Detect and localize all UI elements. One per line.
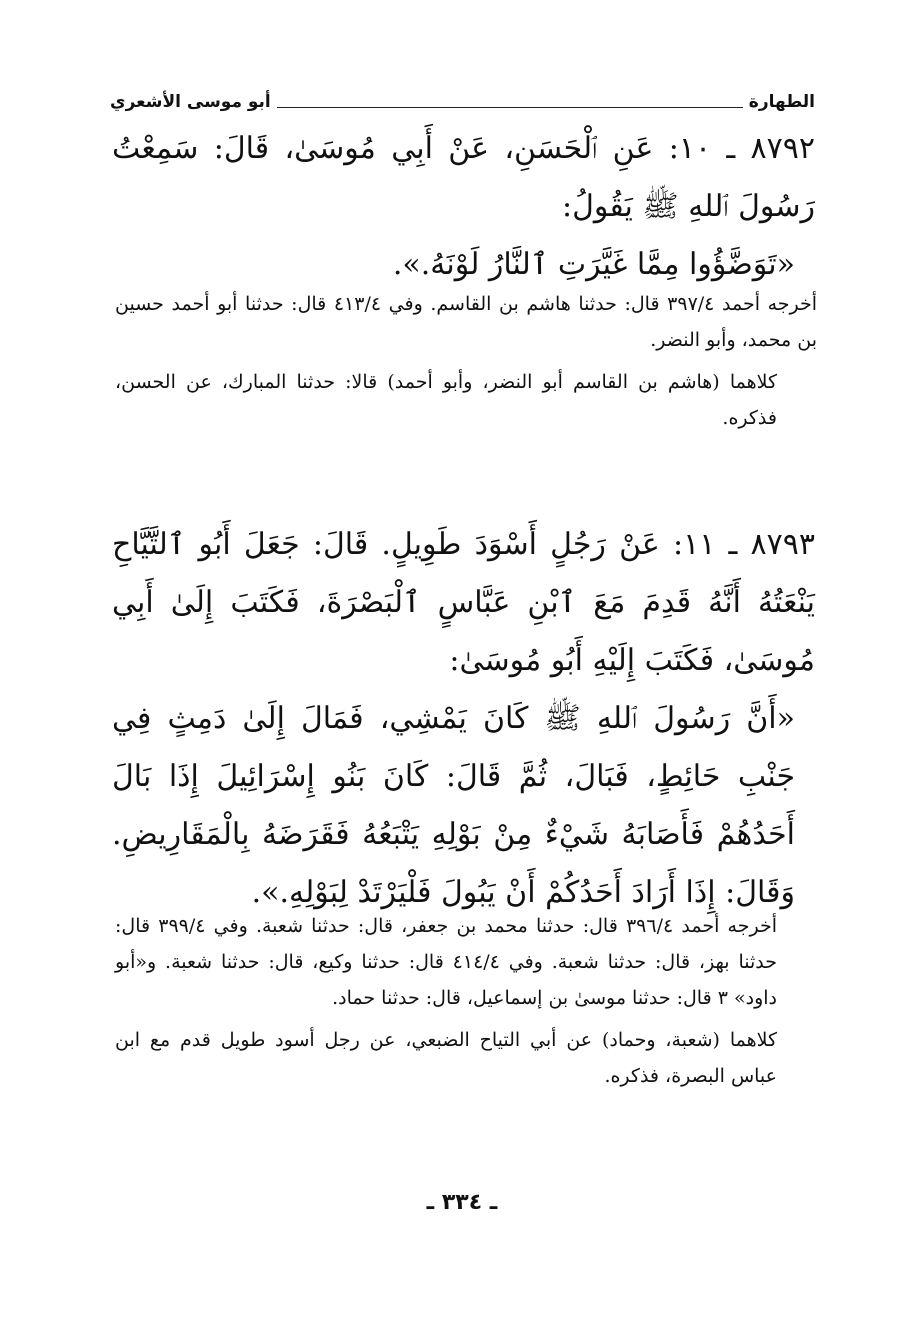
takhrij-8792 bbox=[115, 286, 817, 442]
hadith-intro: ٨٧٩٣ ـ ١١: عَنْ رَجُلٍ أَسْوَدَ طَوِيلٍ. قَالَ: جَعَلَ أَبُو ٱلتَّيَّاحِ يَنْعَتُهُ أَنَّهُ قَدِمَ مَعَ ٱبْنِ عَبَّاسٍ ٱلْبَصْرَةَ، فَكَتَبَ إِلَىٰ أَبِي مُوسَىٰ، فَكَتَبَ إِلَيْهِ أَبُو مُوسَىٰ: bbox=[112, 527, 815, 678]
hadith-intro: ٨٧٩٢ ـ ١٠: عَنِ ٱلْحَسَنِ، عَنْ أَبِي مُوسَىٰ، قَالَ: سَمِعْتُ رَسُولَ ٱللهِ ﷺ يَقُولُ: bbox=[112, 131, 815, 224]
running-header bbox=[110, 86, 815, 112]
takhrij-8793 bbox=[115, 908, 817, 1100]
chapter-title: الطهارة bbox=[748, 92, 815, 112]
hadith-8792 bbox=[112, 120, 815, 294]
hadith-matn: «أَنَّ رَسُولَ ٱللهِ ﷺ كَانَ يَمْشِي، فَمَالَ إِلَىٰ دَمِثٍ فِي جَنْبِ حَائِطٍ، فَبَالَ، ثُمَّ قَالَ: كَانَ بَنُو إِسْرَائِيلَ إِذَا بَالَ أَحَدُهُمْ فَأَصَابَهُ شَيْءٌ مِنْ بَوْلِهِ يَتْبَعُهُ فَقَرَضَهُ بِالْمَقَارِيضِ. وَقَالَ: إِذَا أَرَادَ أَحَدُكُمْ أَنْ يَبُولَ فَلْيَرْتَدْ لِبَوْلِهِ.». bbox=[112, 701, 795, 910]
hadith-matn: «تَوَضَّؤُوا مِمَّا غَيَّرَتِ ٱلنَّارُ لَوْنَهُ.». bbox=[392, 247, 795, 282]
takhrij-paragraph: أخرجه أحمد ٣٩٦/٤ قال: حدثنا محمد بن جعفر، قال: حدثنا شعبة. وفي ٣٩٩/٤ قال: حدثنا بهز، قال: حدثنا شعبة. وفي ٤١٤/٤ قال: حدثنا وكيع، قال: حدثنا شعبة. و«أبو داود» ٣ قال: حدثنا موسىٰ بن إسماعيل، قال: حدثنا حماد. bbox=[115, 915, 777, 1009]
hadith-8793 bbox=[112, 516, 815, 922]
companion-name: أبو موسى الأشعري bbox=[110, 92, 271, 112]
takhrij-paragraph: كلاهما (هاشم بن القاسم أبو النضر، وأبو أحمد) قالا: حدثنا المبارك، عن الحسن، فذكره. bbox=[115, 371, 777, 429]
page-number: ـ ٣٣٤ ـ bbox=[426, 1190, 498, 1215]
takhrij-paragraph: أخرجه أحمد ٣٩٧/٤ قال: حدثنا هاشم بن القاسم. وفي ٤١٣/٤ قال: حدثنا أبو أحمد حسين بن محمد، وأبو النضر. bbox=[115, 293, 818, 351]
header-rule bbox=[277, 107, 743, 108]
takhrij-paragraph: كلاهما (شعبة، وحماد) عن أبي التياح الضبعي، عن رجل أسود طويل قدم مع ابن عباس البصرة، فذكره. bbox=[115, 1029, 777, 1087]
